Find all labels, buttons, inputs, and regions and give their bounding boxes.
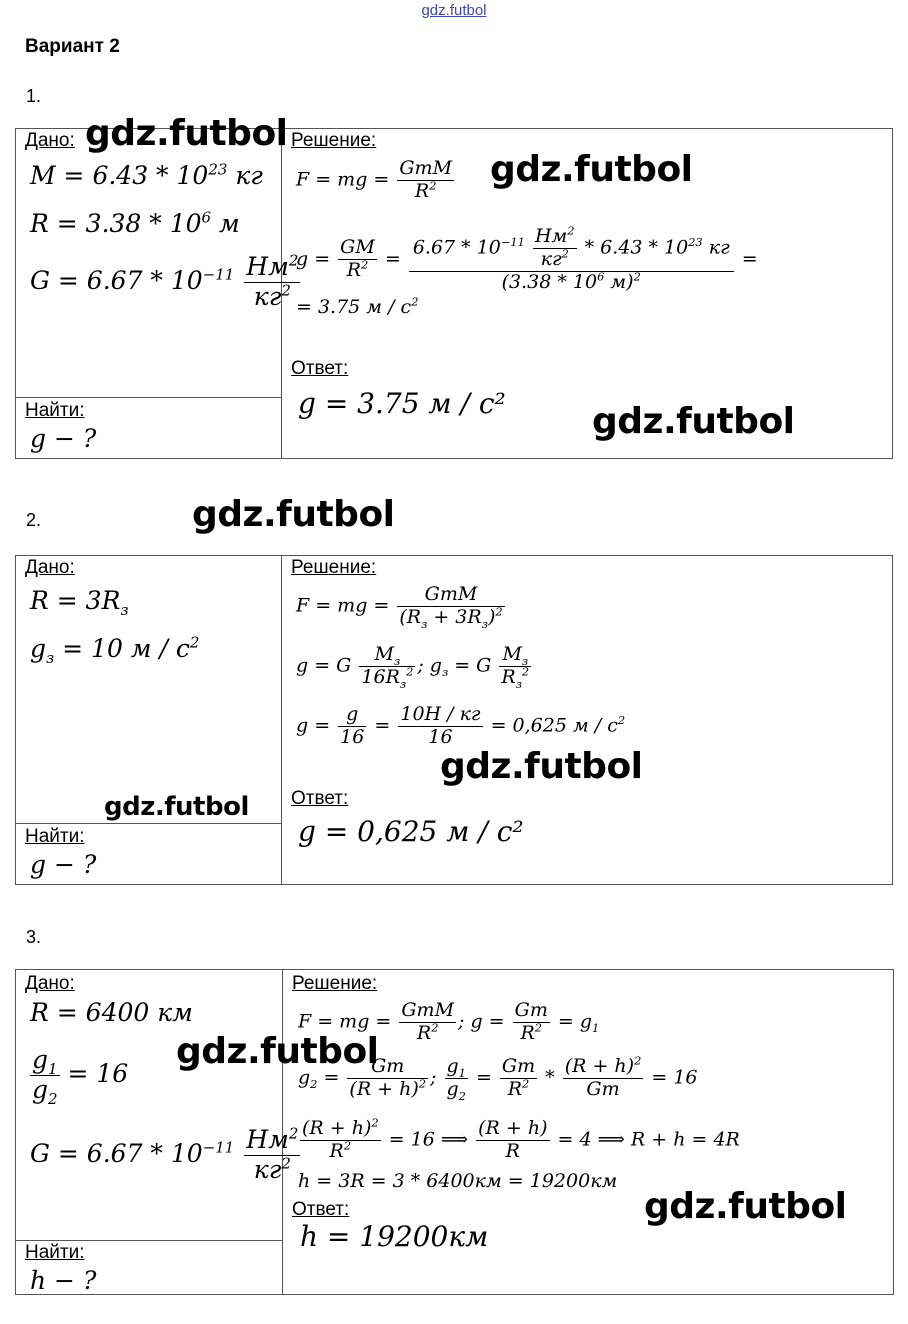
solution-label: Решение: — [291, 130, 377, 151]
find-label: Найти: — [25, 1242, 85, 1263]
given-radius: R = 6400 км — [30, 998, 193, 1027]
answer-label: Ответ: — [292, 1199, 350, 1220]
find-label: Найти: — [25, 826, 85, 847]
solution-line: g = G $\frac{M_з}{16R_з^2}$ ; $g_з = G$ $\frac{M_з}{R_з^2}$ — [296, 643, 530, 691]
find-unknown: h − ? — [30, 1266, 97, 1295]
given-constant: $G = 6.67 * 10^{-11}$ $\frac{Нм^2}{кг^2}$ — [30, 1124, 299, 1184]
solution-line: g = $\frac{g}{16}$ = $\frac{10Н / кг}{16}$ = 0,625 м / $с^2$ — [296, 703, 626, 748]
solution-label: Решение: — [292, 973, 378, 994]
solution-line: $g_2$ = $\frac{Gm}{(R + h)^2}$ ; $\frac{g_1}{g_2}$ = $\frac{Gm}{R^2}$ * $\frac{(R + h)^2}{Gm}$ = 16 — [298, 1053, 698, 1103]
given-mass: $M = 6.43 * 10^{23}$ кг — [30, 160, 263, 190]
watermark: gdz.futbol — [440, 746, 643, 787]
answer-value: g = 3.75 м / с² — [298, 387, 506, 420]
watermark: gdz.futbol — [592, 401, 795, 442]
find-unknown: g − ? — [30, 424, 97, 453]
answer-value: h = 19200км — [300, 1220, 489, 1253]
solution-label: Решение: — [291, 557, 377, 578]
solution-line: F = mg = $\frac{\text{GmM}}{R^2}$ ; g = $\frac{Gm}{R^2}$ = $g_1$ — [298, 999, 600, 1044]
task-number: 1. — [26, 86, 42, 106]
find-unknown: g − ? — [30, 850, 97, 879]
watermark: gdz.futbol — [490, 149, 693, 190]
solution-line: F = mg = $\frac{\text{GmM}}{(R_з + 3R_з)^2}$ — [296, 583, 503, 631]
answer-label: Ответ: — [291, 788, 349, 809]
watermark: gdz.futbol — [104, 792, 249, 822]
given-radius: $R = 3.38 * 10^6$ м — [30, 208, 240, 238]
watermark: gdz.futbol — [192, 494, 395, 535]
solution-result: = 3.75 м / $с^2$ — [296, 294, 419, 318]
task-number: 3. — [26, 927, 42, 947]
watermark: gdz.futbol — [644, 1186, 847, 1227]
solution-line: h = 3R = 3 * 6400км = 19200км — [298, 1170, 618, 1192]
given-label: Дано: — [25, 130, 75, 151]
solution-line: g = $\frac{GM}{R^2}$ = $6.67 * 10^{-11}$ $\frac{Нм^2}{кг^2}$ * $6.43 * 10^{23}$ кг ($3.38 * 10^6$ м)$^2$ = — [296, 223, 758, 293]
solution-line: F = mg = $\frac{\text{GmM}}{R^2}$ — [296, 157, 453, 202]
site-link[interactable]: gdz.futbol — [421, 2, 487, 19]
page-heading: Вариант 2 — [25, 36, 120, 57]
watermark: gdz.futbol — [85, 113, 288, 154]
given-label: Дано: — [25, 557, 75, 578]
given-ratio: $\frac{g_1}{g_2}$ = 16 — [32, 1045, 129, 1108]
answer-value: g = 0,625 м / с² — [298, 815, 524, 848]
given-gravity: $g_з = 10$ м / $с^2$ — [30, 633, 200, 667]
find-label: Найти: — [25, 400, 85, 421]
given-constant: $G = 6.67 * 10^{-11}$ $\frac{Нм^2}{кг^2}$ — [30, 251, 299, 311]
given-label: Дано: — [25, 973, 75, 994]
solution-line: $\frac{(R + h)^2}{R^2}$ = 16 ⟹ $\frac{(R + h)}{R}$ = 4 ⟹ R + h = 4R — [302, 1115, 740, 1162]
given-radius: $R = 3R_з$ — [30, 586, 129, 619]
watermark: gdz.futbol — [176, 1031, 379, 1072]
task-number: 2. — [26, 510, 42, 530]
answer-label: Ответ: — [291, 358, 349, 379]
